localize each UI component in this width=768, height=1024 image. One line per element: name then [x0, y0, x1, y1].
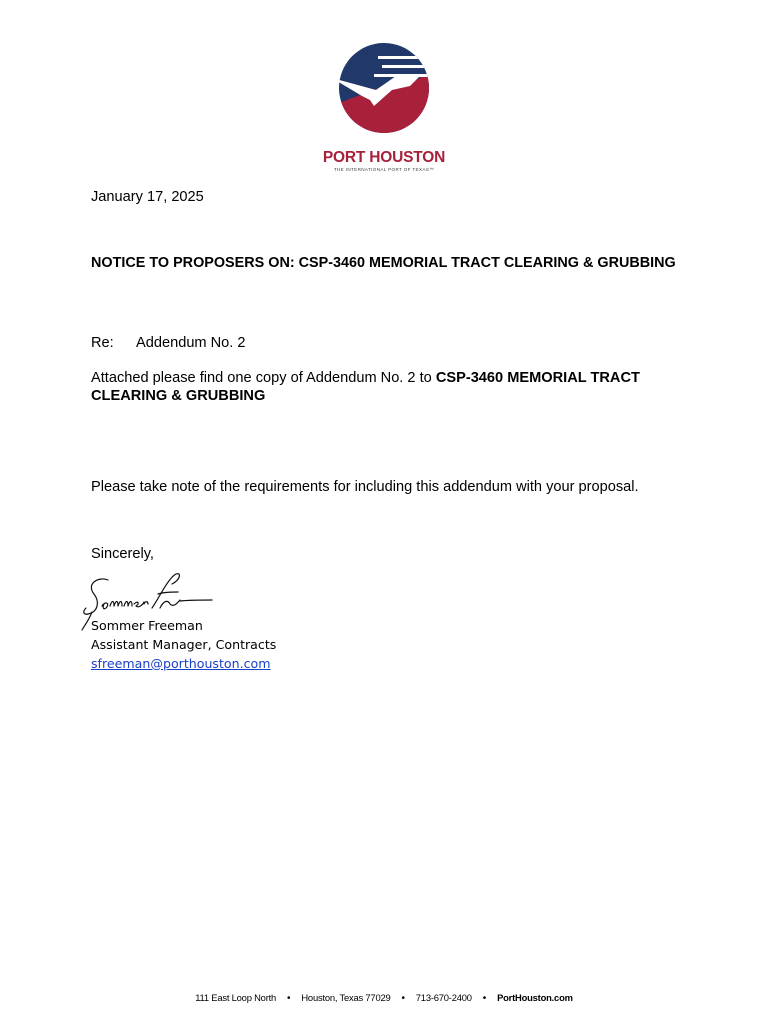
- logo-tagline: THE INTERNATIONAL PORT OF TEXAS™: [333, 167, 435, 172]
- footer-city: Houston, Texas 77029: [301, 992, 391, 1003]
- signer-name: Sommer Freeman: [91, 618, 203, 633]
- attached-paragraph: [91, 369, 691, 405]
- re-value: Addendum No. 2: [136, 335, 246, 351]
- attached-project-name: CSP-3460 MEMORIAL TRACT CLEARING & GRUBBING: [91, 370, 640, 404]
- notice-title: NOTICE TO PROPOSERS ON: CSP-3460 MEMORIAL TRACT CLEARING & GRUBBING: [91, 255, 676, 271]
- signer-title: Assistant Manager, Contracts: [91, 637, 277, 652]
- port-houston-logo: [318, 40, 450, 176]
- footer-separator: •: [482, 993, 487, 1004]
- signature-block: [91, 616, 276, 673]
- footer-separator: •: [401, 993, 405, 1004]
- logo-wordmark: PORT HOUSTON: [322, 149, 446, 166]
- signer-email-link[interactable]: sfreeman@porthouston.com: [91, 656, 271, 671]
- letter-date: January 17, 2025: [91, 189, 204, 205]
- closing: Sincerely,: [91, 546, 154, 562]
- footer-separator: •: [287, 993, 291, 1004]
- re-line: [91, 334, 246, 352]
- re-label: Re:: [91, 335, 114, 351]
- footer-website: PortHouston.com: [497, 992, 573, 1003]
- footer-address: 111 East Loop North: [195, 992, 277, 1003]
- attached-text: Attached please find one copy of Addendum No. 2 to: [91, 370, 436, 386]
- note-paragraph: Please take note of the requirements for including this addendum with your proposal.: [91, 479, 639, 495]
- footer-phone: 713-670-2400: [415, 992, 472, 1003]
- footer: [0, 992, 768, 1004]
- logo-emblem-icon: [318, 40, 450, 148]
